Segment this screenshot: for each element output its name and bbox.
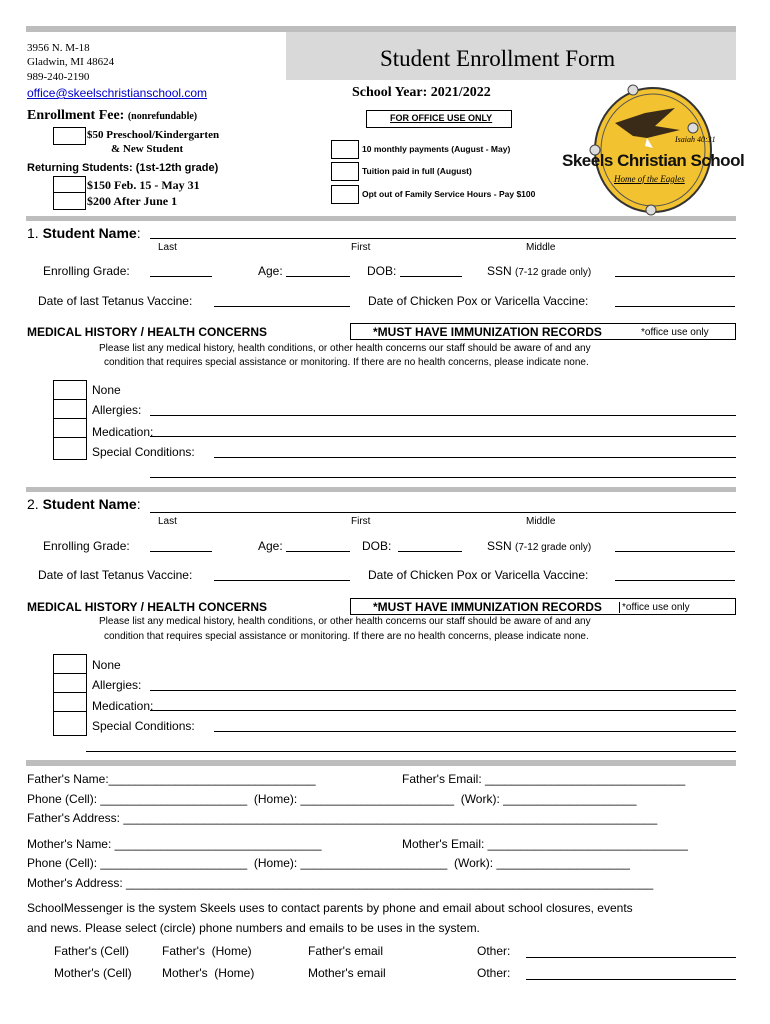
option-father-cell[interactable]: Father's (Cell) bbox=[54, 944, 129, 958]
student1-immunization-box bbox=[350, 323, 736, 340]
option-mother-email[interactable]: Mother's email bbox=[308, 966, 386, 980]
student2-health-checkboxes[interactable] bbox=[53, 654, 87, 736]
student1-instructions-2: condition that requires special assistance or monitoring. If there are no health concerns, please indicate none. bbox=[104, 357, 589, 368]
student2-number: 2. bbox=[27, 496, 39, 512]
student2-special-field[interactable] bbox=[214, 731, 736, 732]
opt-out-label: Opt out of Family Service Hours - Pay $100 bbox=[362, 189, 536, 199]
student2-ssn-text: SSN bbox=[487, 539, 512, 553]
office-use-label: FOR OFFICE USE ONLY bbox=[390, 113, 493, 123]
father-address[interactable]: Father's Address: ________________________________________________________________________________ bbox=[27, 811, 658, 825]
student1-age-field[interactable] bbox=[286, 276, 350, 277]
page-title: Student Enrollment Form bbox=[380, 46, 616, 71]
option-other-2: Other: bbox=[477, 966, 511, 980]
student2-tetanus-field[interactable] bbox=[214, 580, 350, 581]
student1-ssn-note: (7-12 grade only) bbox=[515, 267, 592, 278]
student1-medication-label: Medication: bbox=[92, 425, 154, 439]
student2-chickenpox-field[interactable] bbox=[615, 580, 735, 581]
student2-tetanus-label: Date of last Tetanus Vaccine: bbox=[38, 568, 193, 582]
student2-instructions-2: condition that requires special assistance or monitoring. If there are no health concerns, please indicate none. bbox=[104, 631, 589, 642]
student2-special-label: Special Conditions: bbox=[92, 719, 195, 733]
student2-age-label: Age: bbox=[258, 539, 283, 553]
student1-chickenpox-field[interactable] bbox=[615, 306, 735, 307]
student1-special-checkbox[interactable] bbox=[54, 438, 86, 457]
student1-ssn-text: SSN bbox=[487, 264, 512, 278]
student1-number: 1. bbox=[27, 225, 39, 241]
student2-ssn-label bbox=[487, 539, 591, 553]
student2-divider bbox=[26, 487, 736, 492]
school-logo bbox=[585, 78, 735, 216]
student2-last-label: Last bbox=[158, 516, 177, 527]
email-link[interactable]: office@skeelschristianschool.com bbox=[27, 86, 208, 100]
father-phone[interactable]: Phone (Cell): ______________________ (Home): _______________________ (Work): ____________________ bbox=[27, 792, 637, 806]
preschool-fee-label: $50 Preschool/Kindergarten bbox=[87, 129, 220, 141]
student2-ssn-field[interactable] bbox=[615, 551, 735, 552]
mother-address[interactable]: Mother's Address: _______________________________________________________________________________ bbox=[27, 876, 654, 890]
student2-none-checkbox[interactable] bbox=[54, 655, 86, 674]
student2-allergies-checkbox[interactable] bbox=[54, 674, 86, 693]
messenger-text-2: and news. Please select (circle) phone numbers and emails to be uses in the system. bbox=[27, 921, 480, 935]
student1-special-field[interactable] bbox=[214, 457, 736, 458]
address-line1: 3956 N. M-18 bbox=[27, 42, 90, 54]
student1-medical-heading: MEDICAL HISTORY / HEALTH CONCERNS bbox=[27, 325, 268, 339]
student2-medical-heading: MEDICAL HISTORY / HEALTH CONCERNS bbox=[27, 600, 268, 614]
preschool-fee-checkbox[interactable] bbox=[53, 127, 86, 145]
enrollment-fee-title: Enrollment Fee: bbox=[27, 108, 125, 123]
student2-name-field[interactable] bbox=[150, 512, 736, 513]
student2-dob-label: DOB: bbox=[362, 539, 392, 553]
student1-medication-checkbox[interactable] bbox=[54, 419, 86, 438]
father-email[interactable]: Father's Email: ______________________________ bbox=[402, 772, 686, 786]
monthly-payments-checkbox[interactable] bbox=[331, 140, 359, 159]
student1-special-label: Special Conditions: bbox=[92, 445, 195, 459]
student1-dob-field[interactable] bbox=[400, 276, 462, 277]
student1-age-label: Age: bbox=[258, 264, 283, 278]
tuition-paid-checkbox[interactable] bbox=[331, 162, 359, 181]
enrollment-fee-note: (nonrefundable) bbox=[127, 111, 198, 122]
logo-motto: Home of the Eagles bbox=[614, 174, 685, 184]
student1-heading: 1. Student Name: bbox=[27, 225, 141, 241]
student1-extra-line[interactable] bbox=[150, 477, 736, 478]
student1-instructions-1: Please list any medical history, health conditions, or other health concerns our staff should be aware of and any bbox=[99, 343, 591, 354]
student1-grade-field[interactable] bbox=[150, 276, 212, 277]
student2-extra-line[interactable] bbox=[86, 751, 736, 752]
student1-none-label: None bbox=[92, 383, 121, 397]
student1-none-checkbox[interactable] bbox=[54, 381, 86, 400]
other-field-2[interactable] bbox=[526, 979, 736, 980]
student1-health-checkboxes[interactable] bbox=[53, 380, 87, 460]
logo-school-name: Skeels Christian School bbox=[562, 151, 745, 170]
returning-students-label: Returning Students: (1st-12th grade) bbox=[27, 162, 219, 174]
student1-first-label: First bbox=[351, 242, 371, 253]
student2-medication-field[interactable] bbox=[150, 710, 736, 711]
student2-grade-label: Enrolling Grade: bbox=[43, 539, 130, 553]
student2-instructions-1: Please list any medical history, health conditions, or other health concerns our staff should be aware of and any bbox=[99, 616, 591, 627]
student1-last-label: Last bbox=[158, 242, 177, 253]
school-year: School Year: 2021/2022 bbox=[352, 85, 491, 100]
student1-name-field[interactable] bbox=[150, 238, 736, 239]
parents-divider bbox=[26, 760, 736, 766]
student2-ssn-note: (7-12 grade only) bbox=[515, 542, 592, 553]
student1-divider bbox=[26, 216, 736, 221]
mother-email[interactable]: Mother's Email: ______________________________ bbox=[402, 837, 688, 851]
option-mother-home[interactable]: Mother's (Home) bbox=[162, 966, 255, 980]
student1-tetanus-field[interactable] bbox=[214, 306, 350, 307]
option-father-home[interactable]: Father's (Home) bbox=[162, 944, 252, 958]
student2-name-label: Student Name bbox=[42, 496, 137, 512]
preschool-fee-label-2: & New Student bbox=[111, 143, 184, 155]
student1-chickenpox-label: Date of Chicken Pox or Varicella Vaccine: bbox=[368, 294, 589, 308]
student2-middle-label: Middle bbox=[526, 516, 556, 527]
student2-first-label: First bbox=[351, 516, 371, 527]
fee-option1-label: $150 Feb. 15 - May 31 bbox=[87, 178, 200, 192]
fee-option2-checkbox[interactable] bbox=[53, 192, 86, 210]
mother-phone[interactable]: Phone (Cell): ______________________ (Home): ______________________ (Work): ____________________ bbox=[27, 856, 630, 870]
student1-grade-label: Enrolling Grade: bbox=[43, 264, 130, 278]
student1-dob-label: DOB: bbox=[367, 264, 397, 278]
student2-allergies-label: Allergies: bbox=[92, 678, 142, 692]
student2-none-label: None bbox=[92, 658, 121, 672]
phone-number: 989-240-2190 bbox=[27, 71, 90, 83]
enrollment-fee-label bbox=[27, 108, 197, 124]
other-field-1[interactable] bbox=[526, 957, 736, 958]
student2-heading: 2. Student Name: bbox=[27, 496, 141, 512]
student2-immunization-label: *MUST HAVE IMMUNIZATION RECORDS bbox=[373, 600, 602, 614]
opt-out-checkbox[interactable] bbox=[331, 185, 359, 204]
student1-ssn-field[interactable] bbox=[615, 276, 735, 277]
monthly-payments-label: 10 monthly payments (August - May) bbox=[362, 144, 511, 154]
student2-office-only: *office use only bbox=[619, 602, 690, 613]
father-name[interactable]: Father's Name:_______________________________ bbox=[27, 772, 316, 786]
student2-allergies-field[interactable] bbox=[150, 690, 736, 691]
student2-grade-field[interactable] bbox=[150, 551, 212, 552]
student1-medication-field[interactable] bbox=[150, 436, 736, 437]
mother-name[interactable]: Mother's Name: _______________________________ bbox=[27, 837, 322, 851]
messenger-text-1: SchoolMessenger is the system Skeels uses to contact parents by phone and email about school closures, events bbox=[27, 901, 633, 915]
fee-option2-label: $200 After June 1 bbox=[87, 194, 178, 208]
student2-medication-label: Medication: bbox=[92, 699, 154, 713]
student1-name-label: Student Name bbox=[42, 225, 137, 241]
student1-allergies-field[interactable] bbox=[150, 415, 736, 416]
tuition-paid-label: Tuition paid in full (August) bbox=[362, 166, 472, 176]
student2-dob-field[interactable] bbox=[398, 551, 462, 552]
student1-tetanus-label: Date of last Tetanus Vaccine: bbox=[38, 294, 193, 308]
student2-medication-checkbox[interactable] bbox=[54, 693, 86, 712]
student1-office-only: *office use only bbox=[641, 327, 709, 338]
student1-middle-label: Middle bbox=[526, 242, 556, 253]
student2-age-field[interactable] bbox=[286, 551, 350, 552]
option-other-1: Other: bbox=[477, 944, 511, 958]
student2-chickenpox-label: Date of Chicken Pox or Varicella Vaccine: bbox=[368, 568, 589, 582]
option-father-email[interactable]: Father's email bbox=[308, 944, 383, 958]
student1-immunization-label: *MUST HAVE IMMUNIZATION RECORDS bbox=[373, 325, 602, 339]
option-mother-cell[interactable]: Mother's (Cell) bbox=[54, 966, 132, 980]
logo-verse: Isaiah 40:31 bbox=[675, 135, 716, 144]
student1-allergies-label: Allergies: bbox=[92, 403, 142, 417]
student1-allergies-checkbox[interactable] bbox=[54, 400, 86, 419]
student2-special-checkbox[interactable] bbox=[54, 712, 86, 731]
student1-ssn-label bbox=[487, 264, 591, 278]
address-line2: Gladwin, MI 48624 bbox=[27, 56, 115, 68]
student2-immunization-box bbox=[350, 598, 736, 615]
